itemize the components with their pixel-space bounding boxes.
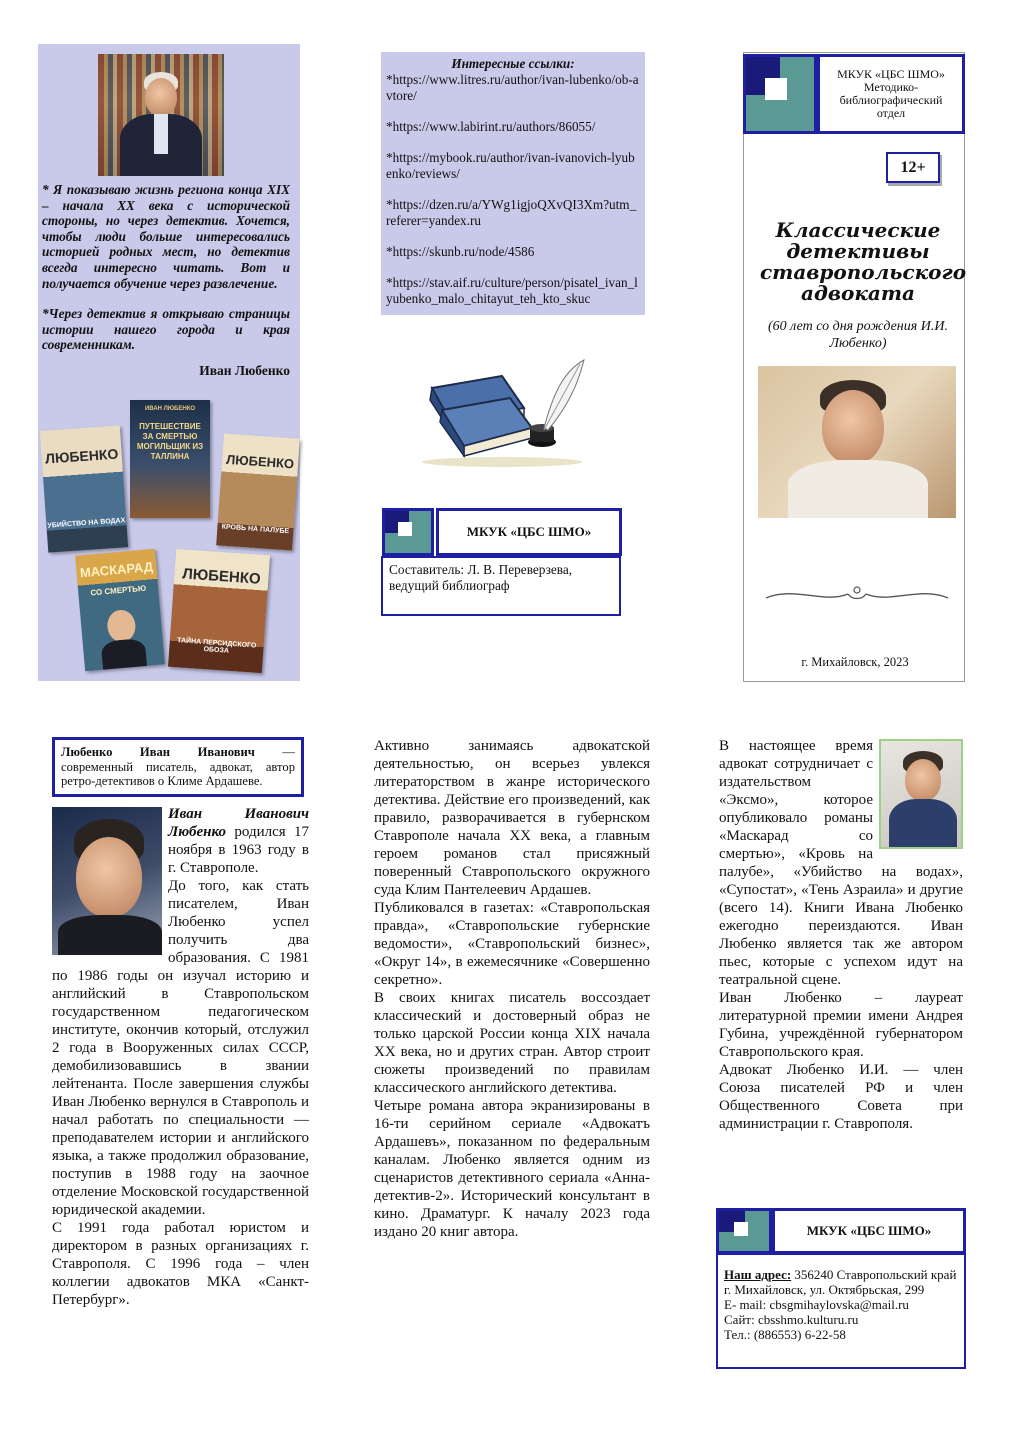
quote-paragraph-2: *Через детектив я открываю страницы истории нашего города и края современникам. <box>42 306 290 353</box>
address-label: Наш адрес: <box>724 1267 792 1282</box>
bio-name-lead: Иван Иванович Любенко <box>168 806 309 840</box>
org-logo-cover <box>743 54 817 134</box>
contact-address <box>724 1267 958 1297</box>
book-title: СО СМЕРТЬЮ <box>90 583 147 598</box>
address-text: 356240 Ставропольский край г. Михайловск, ул. Октябрьская, 299 <box>724 1267 957 1297</box>
links-title: Интересные ссылки: <box>451 56 575 71</box>
book-author: ЛЮБЕНКО <box>225 451 295 472</box>
org-name-contact-text: МКУК «ЦБС ШМО» <box>806 1223 932 1238</box>
publishing-paragraph-3: Адвокат Любенко И.И. — член Союза писателей РФ и член Общественного Совета при администрации г. Ставрополя. <box>719 1062 963 1132</box>
quote-author: Иван Любенко <box>199 363 290 378</box>
book-cover-persian-convoy <box>168 549 270 673</box>
link-litres[interactable]: *https://www.litres.ru/author/ivan-lubenko/ob-avtore/ <box>386 72 639 103</box>
city-year: г. Михайловск, 2023 <box>801 655 909 669</box>
org-logo-contact <box>716 1208 772 1254</box>
org-name-mid <box>436 508 622 556</box>
book-cover-blood-on-deck <box>216 433 300 550</box>
contact-phone: Тел.: (886553) 6-22-58 <box>724 1327 846 1342</box>
book-cover-masquerade <box>75 549 165 672</box>
bio-name: Любенко Иван Иванович <box>61 745 255 759</box>
contact-email[interactable]: E- mail: cbsgmihaylovska@mail.ru <box>724 1297 909 1312</box>
career-paragraph-3: В своих книгах писатель воссоздает классический и достоверный образ не только царской России конца XIX начала XX века, но и других стран. Автор строит сюжеты произведений по правилам классического английского детектива. <box>374 990 650 1096</box>
bio-paragraph-1-text: родился 17 ноября в 1963 году в г. Ставрополе. <box>168 824 309 876</box>
org-name-cover-line1: МКУК «ЦБС ШМО» <box>837 67 945 81</box>
link-labirint[interactable]: *https://www.labirint.ru/authors/86055/ <box>386 119 596 134</box>
org-name-cover <box>817 54 965 134</box>
org-logo-mid <box>382 508 434 556</box>
booklet-title: Классические детективы ставропольского адвоката <box>760 218 967 305</box>
bio-column-2 <box>374 737 650 1241</box>
books-quill-illustration <box>412 358 588 470</box>
org-name-cover-line2: Методико-библиографический отдел <box>839 80 943 120</box>
career-paragraph-2: Публиковался в газетах: «Ставропольская правда», «Ставропольские губернские ведомости», «Ставропольский бизнес», «Округ 14», в ежемесячнике «Совершенно секретно». <box>374 900 650 988</box>
quote-paragraph-1: * Я показываю жизнь региона конца XIX – начала XX века с исторической стороны, но через детектив. Хочется, чтобы люди больше интересовались историей родных мест, но детектив всегда интересно читать. Вот и получается обучение через развлечение. <box>42 182 290 291</box>
book-title: ТАЙНА ПЕРСИДСКОГО ОБОЗА <box>176 637 257 655</box>
author-photo-library <box>98 54 224 176</box>
link-skunb[interactable]: *https://skunb.ru/node/4586 <box>386 244 535 259</box>
book-author: ЛЮБЕНКО <box>181 565 262 588</box>
link-mybook[interactable]: *https://mybook.ru/author/ivan-ivanovich-lyubenko/reviews/ <box>386 150 635 181</box>
useful-links <box>381 52 645 315</box>
contact-box <box>716 1253 966 1369</box>
bio-paragraph-3: С 1991 года работал юристом и директором в разных организациях г. Ставрополя. С 1996 года – член коллегии адвокатов МКА «Санкт-Петербург». <box>52 1220 309 1308</box>
bio-column-1 <box>52 805 309 1309</box>
org-name-contact <box>772 1208 966 1254</box>
org-name-mid-text: МКУК «ЦБС ШМО» <box>466 524 592 539</box>
publishing-paragraph-2: Иван Любенко – лауреат литературной премии имени Андрея Губина, учреждённой губернатором Ставропольского края. <box>719 990 963 1060</box>
career-paragraph-4: Четыре романа автора экранизированы в 16-ти серийном сериале «Адвокатъ Ардашевъ», показанном по федеральным каналам. Любенко является одним из сценаристов детективного сериала «Анна-детектив-2». Исторический консультант в кино. Драматург. К началу 2023 года издано 20 книг автора. <box>374 1098 650 1240</box>
book-author: ЛЮБЕНКО <box>44 445 119 467</box>
book-title: ПУТЕШЕСТВИЕ ЗА СМЕРТЬЮ МОГИЛЬЩИК ИЗ ТАЛЛИНА <box>136 422 204 461</box>
book-author: МАСКАРАД <box>79 558 154 581</box>
bio-paragraph-2: До того, как стать писателем, Иван Любенко успел получить два образования. С 1981 по 1986 годы он изучал историю и английский в Ставропольском государственном педагогическом институте, окончив который, отслужил 2 года в Вооруженных силах СССР, демобилизовавшись в звании лейтенанта. После завершения службы Иван Любенко вернулся в Ставрополь и начал работать по специальности — преподавателем истории и английского языка, а также продолжил образование, поступив в 1988 году на заочное отделение Московской государственной юридической академии. <box>52 878 309 1218</box>
booklet-subtitle: (60 лет со дня рождения И.И. Любенко) <box>768 319 948 351</box>
age-rating-badge: 12+ <box>886 152 940 183</box>
link-dzen[interactable]: *https://dzen.ru/a/YWg1igjoQXvQI3Xm?utm_referer=yandex.ru <box>386 197 637 228</box>
link-aif[interactable]: *https://stav.aif.ru/culture/person/pisatel_ivan_lyubenko_malo_chitayut_teh_kto_skuc <box>386 275 638 306</box>
compiler-credit: Составитель: Л. В. Переверзева, ведущий библиограф <box>381 556 621 616</box>
contact-site[interactable]: Сайт: cbsshmo.kulturu.ru <box>724 1312 859 1327</box>
book-author: ИВАН ЛЮБЕНКО <box>144 406 196 412</box>
book-title: КРОВЬ НА ПАЛУБЕ <box>221 523 290 536</box>
book-cover-murder-on-waters <box>40 425 128 552</box>
career-paragraph-1: Активно занимаясь адвокатской деятельностью, он всерьез увлекся литераторством в жанре исторического детектива. Действие его произведений, как правило, разворачивается в губернском Ставрополе начала XX века, а главным героем романов стал присяжный поверенный Ставропольского окружного суда Клим Пантелеевич Ардашев. <box>374 738 650 898</box>
author-portrait-cover <box>758 366 956 518</box>
bio-column-3 <box>719 737 963 1133</box>
decorative-divider <box>764 582 950 608</box>
publishing-paragraph-1: В настоящее время адвокат сотрудничает с издательством «Эксмо», которое опубликовало романы «Маскарад со смертью», «Кровь на палубе», «Убийство на водах», «Супостат», «Тень Азраила» и другие (всего 14). Книги Ивана Любенко ежегодно переиздаются. Иван Любенко является так же автором пьес, которые с успехом идут на театральной сцене. <box>719 738 963 988</box>
author-photo-closeup <box>52 807 162 955</box>
book-title: УБИЙСТВО НА ВОДАХ <box>47 517 126 530</box>
author-photo-speaking <box>879 739 963 849</box>
author-quote <box>42 182 290 368</box>
book-cover-gravedigger <box>130 400 210 518</box>
bio-description: — современный писатель, адвокат, автор ретро-детективов о Климе Ардашеве. <box>61 745 295 788</box>
bio-summary-box <box>52 737 304 797</box>
